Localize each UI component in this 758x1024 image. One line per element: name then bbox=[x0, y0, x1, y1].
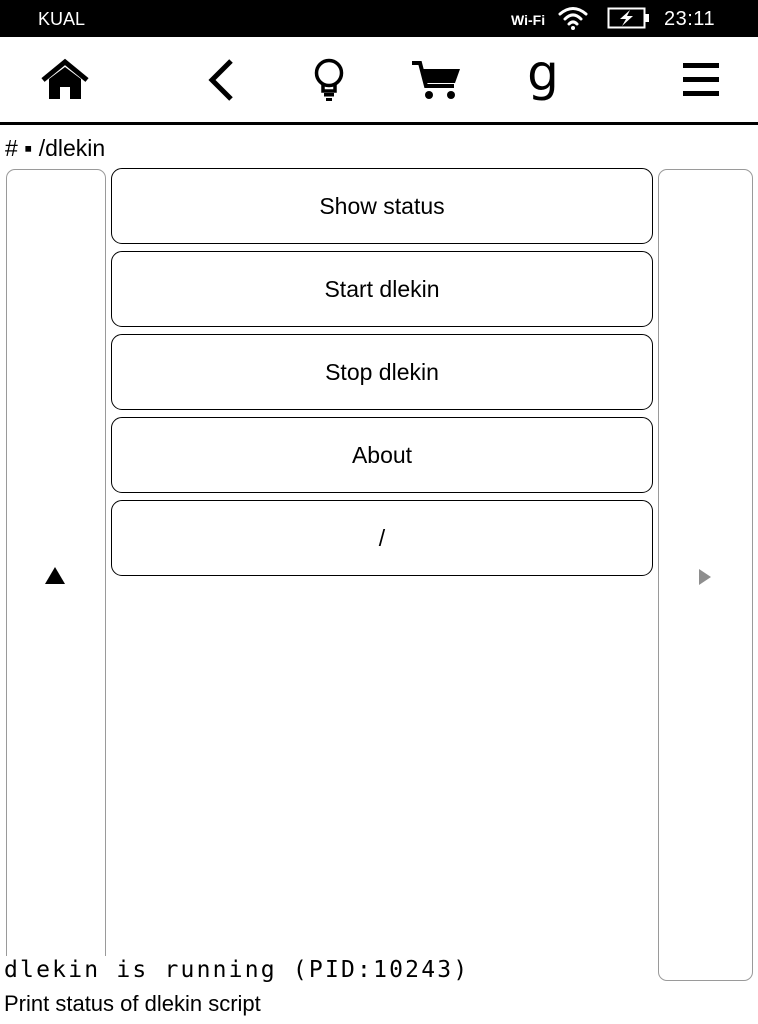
hamburger-menu-icon bbox=[683, 63, 719, 97]
menu-button[interactable] bbox=[666, 37, 736, 122]
triangle-up-icon bbox=[45, 567, 65, 584]
goodreads-button[interactable] bbox=[508, 37, 578, 122]
triangle-right-icon bbox=[699, 569, 711, 585]
breadcrumb-path: # ▪ /dlekin bbox=[5, 135, 106, 161]
carrier-label: KUAL bbox=[38, 9, 86, 29]
home-icon bbox=[39, 58, 91, 102]
lightbulb-icon bbox=[312, 57, 346, 103]
wifi-label: Wi-Fi bbox=[511, 12, 546, 28]
menu-list bbox=[111, 168, 653, 583]
cart-icon bbox=[410, 58, 462, 102]
stop-dlekin-button[interactable]: Stop dlekin bbox=[111, 334, 653, 410]
goodreads-g-icon: g bbox=[527, 43, 559, 102]
store-button[interactable] bbox=[400, 37, 472, 122]
home-button[interactable] bbox=[24, 37, 106, 122]
next-page-button[interactable] bbox=[658, 169, 753, 981]
start-dlekin-button[interactable]: Start dlekin bbox=[111, 251, 653, 327]
about-button[interactable]: About bbox=[111, 417, 653, 493]
battery-charging-icon bbox=[607, 7, 651, 29]
root-path-button[interactable]: / bbox=[111, 500, 653, 576]
help-text: Print status of dlekin script bbox=[4, 991, 261, 1016]
back-button[interactable] bbox=[190, 37, 252, 122]
show-status-button[interactable]: Show status bbox=[111, 168, 653, 244]
page-up-button[interactable] bbox=[6, 169, 106, 981]
toolbar bbox=[0, 37, 758, 125]
wifi-icon bbox=[558, 5, 588, 31]
light-button[interactable] bbox=[296, 37, 362, 122]
chevron-left-icon bbox=[204, 57, 238, 103]
status-output: dlekin is running (PID:10243) bbox=[4, 956, 473, 984]
clock: 23:11 bbox=[664, 8, 716, 30]
status-bar bbox=[0, 0, 758, 37]
